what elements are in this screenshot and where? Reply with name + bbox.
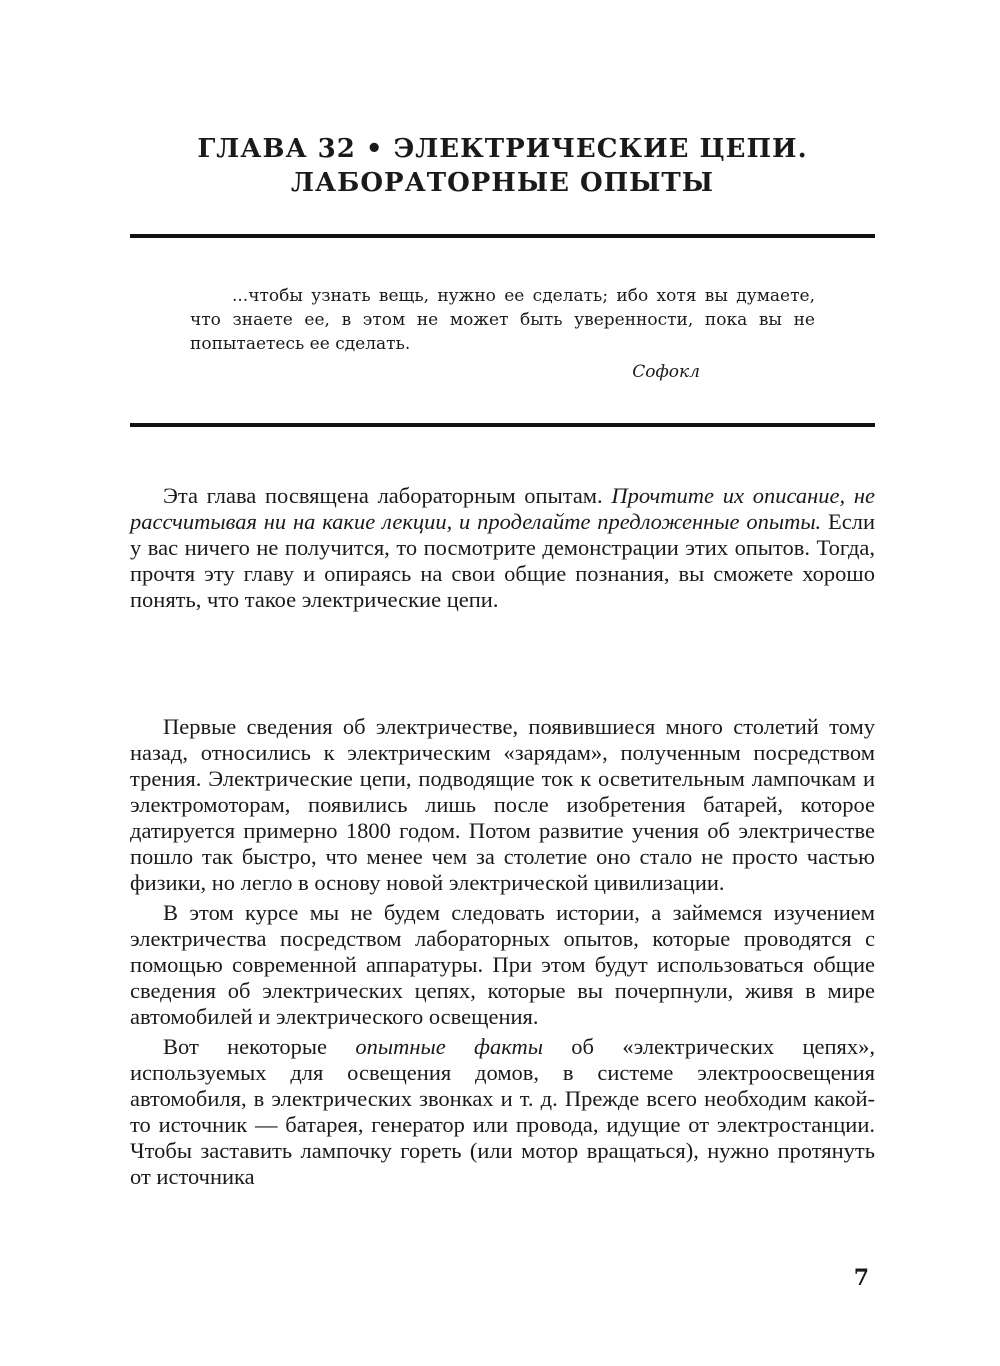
intro-part-1: Эта глава посвящена лабораторным опытам. (163, 483, 612, 508)
body-paragraph-3 (130, 1034, 875, 1190)
body-p3-part-a: Вот некоторые (163, 1034, 356, 1059)
bottom-divider-rule (130, 423, 875, 427)
body-p3-emphasis: опытные факты (355, 1034, 543, 1059)
page-number: 7 (853, 1265, 869, 1291)
body-paragraph-2: В этом курсе мы не будем следовать истории, а займемся изучением электричества посредством лабораторных опытов, которые проводятся с помощью современной аппаратуры. При этом будут использоваться общие сведения об электрических цепях, которые вы почерпнули, живя в мире автомобилей и электрического освещения. (130, 900, 875, 1029)
epigraph-text: ...чтобы узнать вещь, нужно ее сделать; ибо хотя вы думаете, что знаете ее, в этом не может быть уверенности, пока вы не попытаетесь ее сделать. (190, 286, 815, 354)
top-divider-rule (130, 234, 875, 238)
intro-part-3: Если у вас ничего не получится, то посмотрите демонстрации этих опытов. Тогда, прочтя эту главу и опираясь на свои общие познания, вы сможете хорошо понять, что такое электрические цепи. (130, 509, 875, 612)
chapter-title: ГЛАВА 32 • ЭЛЕКТРИЧЕСКИЕ ЦЕПИ. ЛАБОРАТОРНЫЕ ОПЫТЫ (197, 134, 808, 198)
intro-paragraph (130, 483, 875, 613)
body-p3-part-c: об «электрических цепях», используемых для освещения домов, в системе электроосвещения автомобиля, в электрических звонках и т. д. Прежде всего необходим какой-то источник — батарея, генератор или провода, идущие от электростанции. Чтобы заставить лампочку гореть (или мотор вращаться), нужно протянуть от источника (130, 1034, 875, 1189)
epigraph-author: Софокл (632, 362, 700, 382)
epigraph (190, 284, 815, 384)
intro-text (130, 483, 875, 613)
body-paragraph-1: Первые сведения об электричестве, появившиеся много столетий тому назад, относились к электрическим «зарядам», полученным посредством трения. Электрические цепи, подводящие ток к осветительным лампочкам и электромоторам, появились лишь после изобретения батарей, которое датируется примерно 1800 годом. Потом развитие учения об электричестве пошло так быстро, что менее чем за столетие оно стало не просто частью физики, но легло в основу новой электрической цивилизации. (130, 714, 875, 895)
intro-emphasis: Прочтите их описание, не рассчитывая ни на какие лекции, и проделайте предложенные опыты. (130, 483, 876, 534)
body-text (130, 714, 875, 1190)
